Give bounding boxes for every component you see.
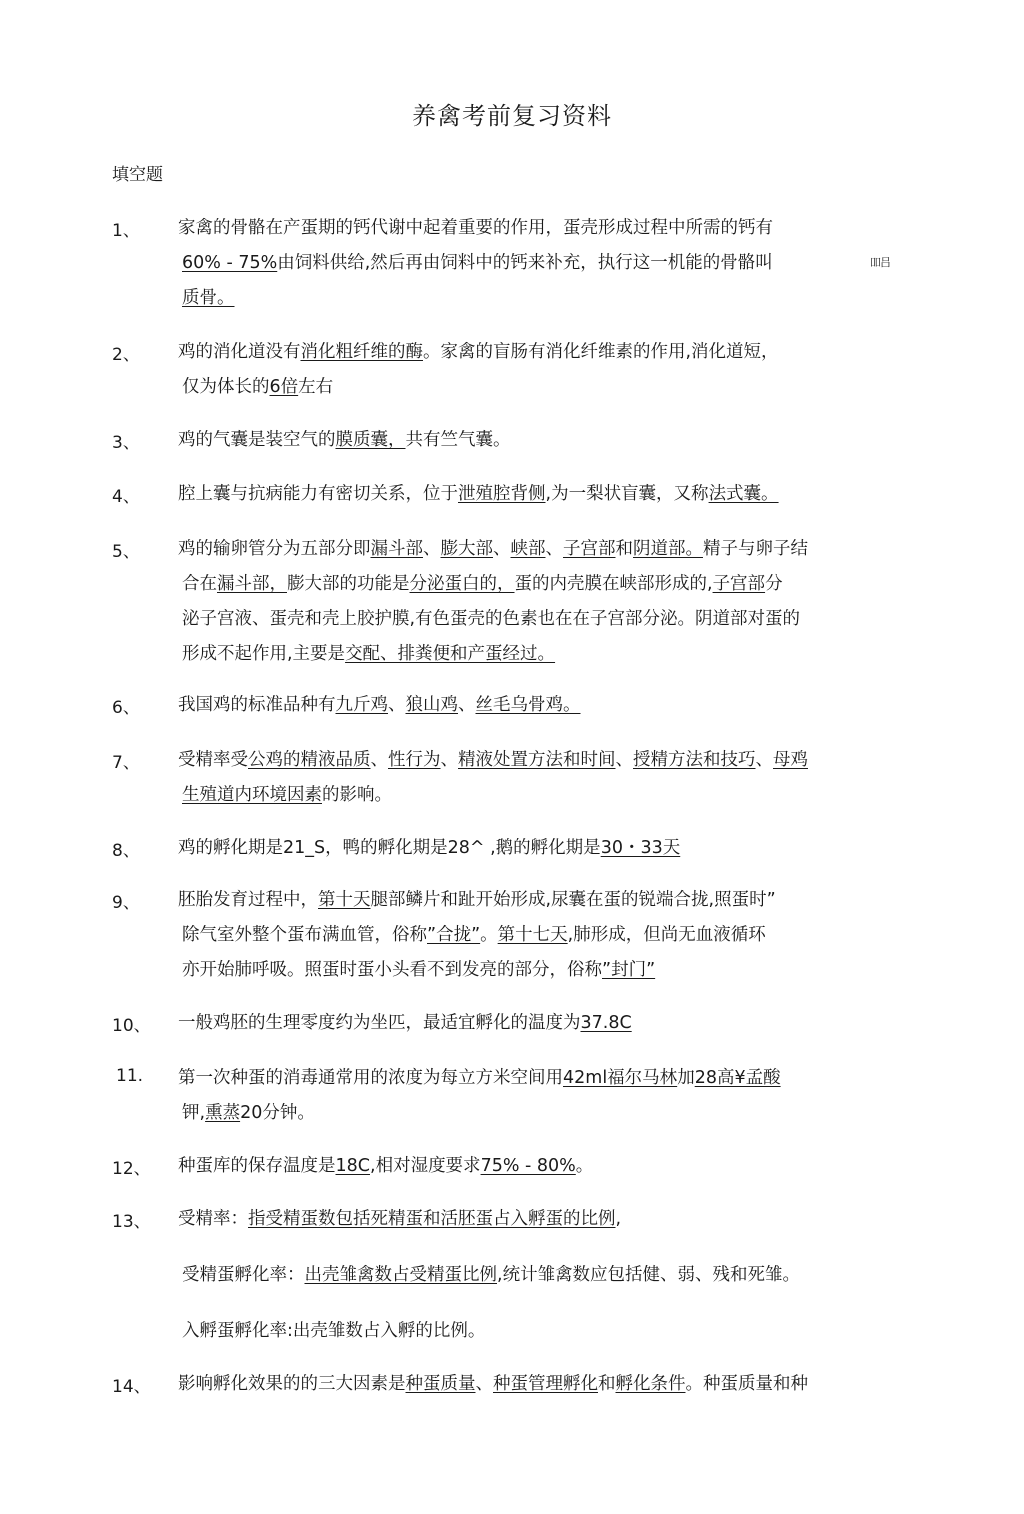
document-title: 养禽考前复习资料 xyxy=(412,102,612,130)
question-number: 7、 xyxy=(112,753,140,773)
text-run: 分 xyxy=(765,574,783,594)
question-number: 12、 xyxy=(112,1159,151,1179)
text-run: 蛋的内壳膜在峡部形成的, xyxy=(514,574,713,594)
answer-blank: 生殖道内环境因素 xyxy=(182,785,322,805)
text-run: 受精蛋孵化率： xyxy=(182,1265,305,1285)
answer-blank: 75% - 80% xyxy=(480,1156,576,1176)
answer-blank: 膜质囊， xyxy=(335,430,406,450)
answer-blank: 阴道部。 xyxy=(633,539,703,559)
answer-blank: 狼山鸡 xyxy=(405,695,458,715)
answer-blank: 37.8C xyxy=(580,1013,632,1033)
text-run: 、 xyxy=(475,1374,493,1394)
question-line xyxy=(178,428,898,463)
answer-blank: 漏斗部， xyxy=(217,574,287,594)
question-line xyxy=(178,482,898,517)
answer-blank: 交配、排粪便和产蛋经过。 xyxy=(345,644,556,664)
question-number: 13、 xyxy=(112,1212,151,1232)
answer-blank: 60% - 75% xyxy=(182,253,278,273)
text-run: ,肺形成，但尚无血液循环 xyxy=(567,925,766,945)
text-run: 、 xyxy=(370,750,388,770)
text-run: 、 xyxy=(458,695,476,715)
text-run: 合在 xyxy=(182,574,217,594)
question-line xyxy=(178,216,898,251)
text-run: 共有竺气囊。 xyxy=(405,430,511,450)
text-run: 、 xyxy=(493,539,511,559)
text-run: 亦开始肺呼吸。照蛋时蛋小头看不到发亮的部分，俗称 xyxy=(182,960,602,980)
answer-blank: 熏蒸 xyxy=(205,1103,241,1123)
answer-blank: 九斤鸡 xyxy=(335,695,388,715)
text-run: 腔上囊与抗病能力有密切关系，位于 xyxy=(178,484,458,504)
answer-blank: 消化粗纤维的酶 xyxy=(300,342,423,362)
question-number: 5、 xyxy=(112,542,140,562)
answer-blank: 28高¥孟酸 xyxy=(694,1068,781,1088)
question-number: 4、 xyxy=(112,487,140,507)
text-run: 加 xyxy=(677,1068,695,1088)
question-line xyxy=(178,1101,898,1136)
text-run: 20分钟。 xyxy=(240,1103,315,1123)
text-run: 鸡的孵化期是21_S，鸭的孵化期是28^ ,鹅的孵化期是 xyxy=(178,838,601,858)
text-run: 种蛋库的保存温度是 xyxy=(178,1156,336,1176)
text-run: 膨大部的功能是 xyxy=(287,574,410,594)
text-run: 腿部鳞片和趾开始形成,尿囊在蛋的锐端合拢,照蛋时” xyxy=(370,890,776,910)
text-run: 仅为体长的 xyxy=(182,377,270,397)
question-line xyxy=(178,251,898,286)
answer-blank: 精液处置方法和时间 xyxy=(458,750,616,770)
answer-blank: 出壳雏禽数占受精蛋比例 xyxy=(304,1265,497,1285)
question-line xyxy=(178,607,898,642)
answer-blank: 子宫部 xyxy=(712,574,766,594)
text-run: ,统计雏禽数应包括健、弱、残和死雏。 xyxy=(497,1265,801,1285)
question-number: 6、 xyxy=(112,698,140,718)
question-number: 9、 xyxy=(112,893,140,913)
answer-blank: 6倍 xyxy=(269,377,299,397)
question-line xyxy=(178,1154,898,1189)
text-run: 、 xyxy=(388,695,406,715)
text-run: 受精率： xyxy=(178,1209,248,1229)
text-run: 、 xyxy=(755,750,773,770)
text-run: 影响孵化效果的的三大因素是 xyxy=(178,1374,406,1394)
answer-blank: 指受精蛋数包括死精蛋和活胚蛋占入孵蛋的比例 xyxy=(248,1209,616,1229)
text-run: , xyxy=(615,1209,622,1229)
question-line xyxy=(178,748,898,783)
text-run: 和 xyxy=(615,539,633,559)
text-run: 我国鸡的标准品种有 xyxy=(178,695,336,715)
text-run: 左右 xyxy=(298,377,334,397)
side-mark: 吅吕 xyxy=(870,256,890,269)
text-run: 。家禽的盲肠有消化纤维素的作用,消化道短， xyxy=(423,342,779,362)
text-run: 形成不起作用,主要是 xyxy=(182,644,346,664)
answer-blank: 孵化条件 xyxy=(615,1374,686,1394)
question-line xyxy=(178,286,898,321)
text-run: 、 xyxy=(545,539,563,559)
answer-blank: 膨大部 xyxy=(440,539,493,559)
text-run: 家禽的骨骼在产蛋期的钙代谢中起着重要的作用，蛋壳形成过程中所需的钙有 xyxy=(178,218,773,238)
answer-blank: 母鸡 xyxy=(773,750,808,770)
question-number: 14、 xyxy=(112,1377,151,1397)
text-run: 鸡的输卵管分为五部分即 xyxy=(178,539,371,559)
answer-blank: 丝毛乌骨鸡。 xyxy=(475,695,581,715)
text-run: 除气室外整个蛋布满血管，俗称 xyxy=(182,925,427,945)
answer-blank: 第十七天 xyxy=(497,925,568,945)
answer-blank: 种蛋管理孵化 xyxy=(493,1374,598,1394)
text-run: 、 xyxy=(423,539,441,559)
question-line xyxy=(178,340,898,375)
question-line xyxy=(178,836,898,871)
question-line xyxy=(178,1263,898,1319)
text-run: 一般鸡胚的生理零度约为坐匹，最适宜孵化的温度为 xyxy=(178,1013,581,1033)
question-number: 1、 xyxy=(112,221,140,241)
text-run: 。 xyxy=(480,925,498,945)
answer-blank: 42ml福尔马林 xyxy=(563,1068,678,1088)
answer-blank: 质骨。 xyxy=(182,288,235,308)
text-run: 由饲料供给,然后再由饲料中的钙来补充，执行这一机能的骨骼叫 xyxy=(277,253,773,273)
answer-blank: 子宫部 xyxy=(563,539,616,559)
text-run: 第一次种蛋的消毒通常用的浓度为每立方米空间用 xyxy=(178,1068,563,1088)
question-line xyxy=(178,1011,898,1046)
text-run: 、 xyxy=(615,750,633,770)
text-run: 、 xyxy=(440,750,458,770)
text-run: 钾, xyxy=(182,1103,206,1123)
text-run: 鸡的消化道没有 xyxy=(178,342,301,362)
question-line xyxy=(178,693,898,728)
text-run: 。种蛋质量和种 xyxy=(685,1374,808,1394)
question-number: 10、 xyxy=(112,1016,151,1036)
question-line xyxy=(178,642,898,677)
answer-blank: 第十天 xyxy=(318,890,371,910)
question-line xyxy=(178,375,898,410)
answer-blank: 漏斗部 xyxy=(370,539,423,559)
question-number: 2、 xyxy=(112,345,140,365)
text-run: 精子与卵子结 xyxy=(703,539,808,559)
question-line xyxy=(178,783,898,818)
question-number: 8、 xyxy=(112,841,140,861)
answer-blank: 泄殖腔背侧 xyxy=(458,484,546,504)
answer-blank: 授精方法和技巧 xyxy=(633,750,756,770)
answer-blank: 分泌蛋白的， xyxy=(409,574,515,594)
answer-blank: ”合拢” xyxy=(427,925,481,945)
text-run: 。 xyxy=(575,1156,594,1176)
question-line xyxy=(178,1372,898,1407)
answer-blank: 种蛋质量 xyxy=(405,1374,476,1394)
text-run: 的影响。 xyxy=(322,785,392,805)
question-line xyxy=(178,1207,898,1263)
answer-blank: 法式囊。 xyxy=(708,484,779,504)
text-run: 泌子宫液、蛋壳和壳上胶护膜,有色蛋壳的色素也在在子宫部分泌。阴道部对蛋的 xyxy=(182,609,801,629)
section-heading: 填空题 xyxy=(112,165,163,185)
question-line xyxy=(178,1066,898,1101)
question-line xyxy=(178,572,898,607)
answer-blank: ”封门” xyxy=(602,960,656,980)
text-run: ,相对湿度要求 xyxy=(370,1156,481,1176)
text-run: ,为一梨状盲囊，又称 xyxy=(545,484,709,504)
text-run: 鸡的气囊是装空气的 xyxy=(178,430,336,450)
text-run: 胚胎发育过程中， xyxy=(178,890,318,910)
answer-blank: 公鸡的精液品质 xyxy=(248,750,371,770)
question-line xyxy=(178,958,898,993)
text-run: 入孵蛋孵化率:出壳雏数占入孵的比例。 xyxy=(182,1321,486,1341)
question-number: 3、 xyxy=(112,433,140,453)
text-run: 受精率受 xyxy=(178,750,248,770)
question-line xyxy=(178,923,898,958)
answer-blank: 18C xyxy=(335,1156,370,1176)
answer-blank: 30・33天 xyxy=(600,838,681,858)
text-run: 和 xyxy=(598,1374,616,1394)
question-line xyxy=(178,1319,898,1354)
question-number: 11. xyxy=(116,1066,144,1086)
answer-blank: 峡部 xyxy=(510,539,546,559)
question-line xyxy=(178,888,898,923)
question-line xyxy=(178,537,898,572)
answer-blank: 性行为 xyxy=(388,750,441,770)
